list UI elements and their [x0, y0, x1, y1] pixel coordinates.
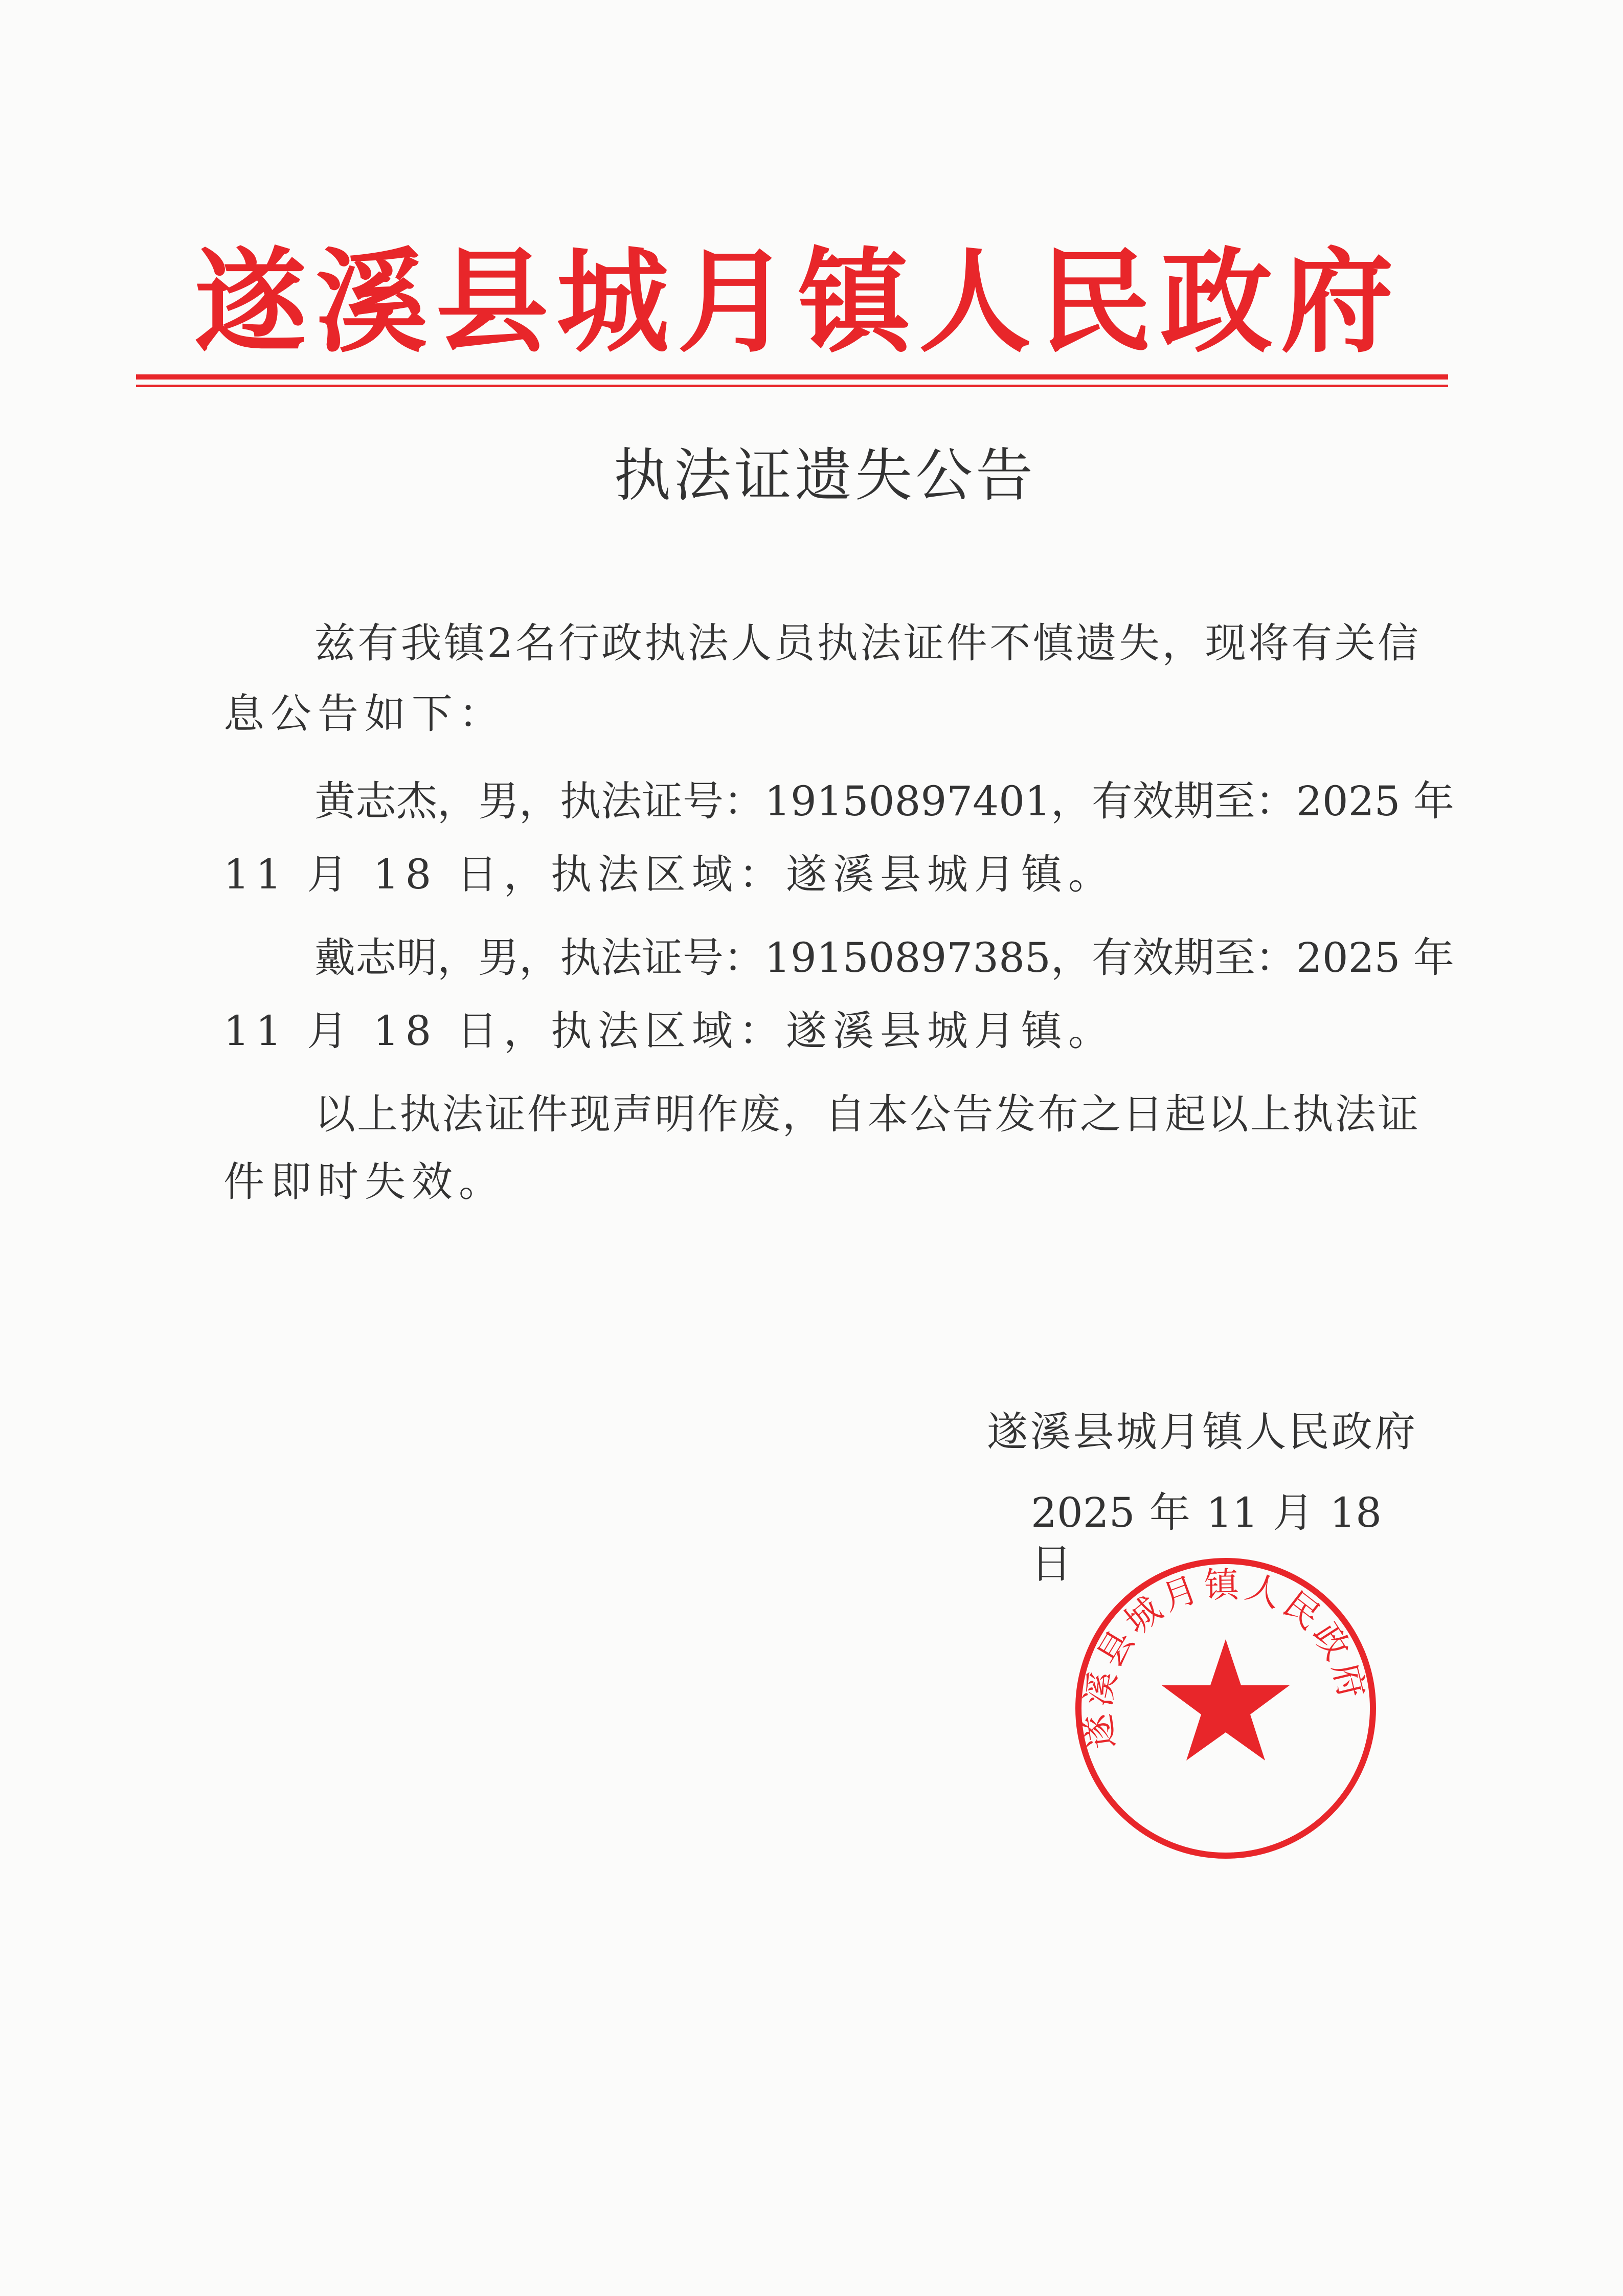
paragraph-4-line-1: 以上执法证件现声明作废，自本公告发布之日起以上执法证: [314, 1090, 1418, 1138]
paragraph-2-line-2: 11 月 18 日，执法区域：遂溪县城月镇。: [223, 851, 1115, 898]
seal-text: 遂溪县城月镇人民政府: [1077, 1565, 1373, 1752]
paragraph-3-line-1: 戴志明，男，执法证号：19150897385，有效期至：2025 年: [314, 934, 1454, 982]
issuer-signature: 遂溪县城月镇人民政府: [987, 1408, 1415, 1456]
seal-star-icon: [1162, 1639, 1290, 1760]
paragraph-4-line-2: 件即时失效。: [223, 1158, 506, 1206]
paragraph-1-line-1: 兹有我镇2名行政执法人员执法证件不慎遗失，现将有关信: [314, 619, 1418, 667]
paragraph-2-line-1: 黄志杰，男，执法证号：19150897401，有效期至：2025 年: [314, 777, 1454, 825]
official-seal-stamp: [1072, 1555, 1379, 1862]
red-header-rule-thick: [136, 374, 1448, 380]
issue-date: 2025 年 11 月 18 日: [1031, 1489, 1382, 1588]
paragraph-3-line-2: 11 月 18 日，执法区域：遂溪县城月镇。: [223, 1007, 1115, 1055]
document-title: 执法证遗失公告: [614, 442, 1033, 509]
organization-header: 遂溪县城月镇人民政府: [194, 235, 1393, 368]
paragraph-1-line-2: 息公告如下：: [223, 690, 506, 738]
red-header-rule-thin: [136, 385, 1448, 387]
